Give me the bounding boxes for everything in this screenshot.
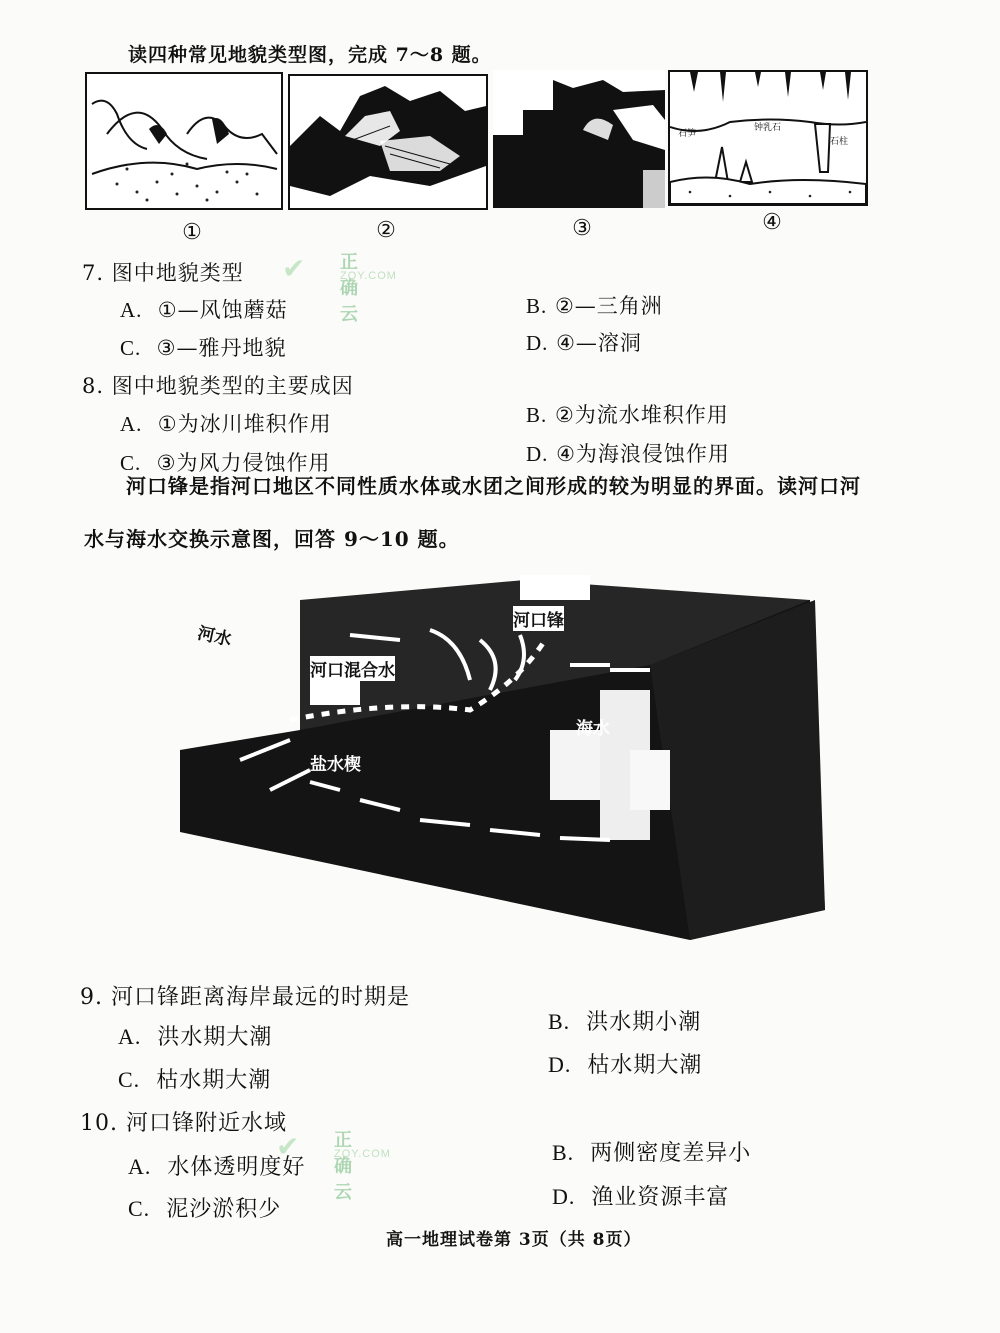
- question-9-option-a: A. 洪水期大潮: [118, 1024, 273, 1050]
- landform-figure-4: [668, 70, 868, 206]
- watermark-check-icon: ✔: [282, 253, 306, 284]
- stalagmite-label: 石笋: [678, 129, 697, 139]
- watermark-check-icon: ✔: [276, 1131, 300, 1162]
- estuary-mixed-water-label: 河口混合水: [310, 656, 395, 681]
- river-water-label: 河水: [195, 623, 234, 651]
- question-8-option-a: A. ①为冰川堆积作用: [120, 412, 332, 436]
- estuary-diagram-drawing: [170, 570, 830, 950]
- question-9-option-c: C. 枯水期大潮: [118, 1067, 272, 1093]
- stalactite-label: 钟乳石: [754, 123, 782, 133]
- section-intro-7-8: 读四种常见地貌类型图，完成 7～8 题。: [128, 44, 492, 66]
- column-label: 石柱: [830, 137, 849, 147]
- question-7-option-b: B. ②—三角洲: [526, 294, 663, 318]
- question-8-stem: 8. 图中地貌类型的主要成因: [82, 374, 354, 398]
- estuary-front-label: 河口锋: [513, 606, 564, 631]
- question-9-stem: 9. 河口锋距离海岸最远的时期是: [80, 985, 410, 1010]
- figure-3-caption: ③: [572, 216, 592, 241]
- landform-figure-2: [288, 74, 488, 210]
- question-8-option-d: D. ④为海浪侵蚀作用: [526, 442, 730, 466]
- landform-2-drawing: [290, 76, 486, 208]
- figure-1-caption: ①: [182, 220, 202, 245]
- question-7-stem: 7. 图中地貌类型: [82, 261, 244, 285]
- section-intro-9-10-line1: 河口锋是指河口地区不同性质水体或水团之间形成的较为明显的界面。读河口河: [126, 474, 861, 498]
- question-7-option-a: A. ①—风蚀蘑菇: [120, 298, 288, 322]
- sea-water-label: 海水: [576, 719, 610, 739]
- question-7-option-c: C. ③—雅丹地貌: [120, 336, 287, 360]
- question-8-option-b: B. ②为流水堆积作用: [526, 403, 729, 427]
- landform-3-drawing: [493, 70, 665, 208]
- question-10-option-b: B. 两侧密度差异小: [552, 1140, 752, 1166]
- question-8-option-c: C. ③为风力侵蚀作用: [120, 451, 331, 475]
- figure-4-caption: ④: [762, 210, 782, 235]
- landform-figure-3: [493, 70, 665, 208]
- question-10-option-d: D. 渔业资源丰富: [552, 1184, 730, 1210]
- question-10-option-c: C. 泥沙淤积少: [128, 1196, 282, 1222]
- section-intro-9-10-line2: 水与海水交换示意图，回答 9～10 题。: [84, 527, 460, 551]
- question-7-option-d: D. ④—溶洞: [526, 331, 642, 355]
- figure-2-caption: ②: [376, 218, 396, 243]
- salt-wedge-label: 盐水楔: [310, 755, 361, 775]
- question-10-option-a: A. 水体透明度好: [128, 1154, 306, 1180]
- question-9-option-b: B. 洪水期小潮: [548, 1009, 702, 1035]
- estuary-diagram: [170, 570, 830, 950]
- question-10-stem: 10. 河口锋附近水域: [80, 1111, 287, 1136]
- landform-1-drawing: [87, 74, 281, 208]
- question-9-option-d: D. 枯水期大潮: [548, 1052, 703, 1078]
- landform-figure-1: [85, 72, 283, 210]
- page-footer: 高一地理试卷第 3页（共 8页）: [386, 1230, 642, 1250]
